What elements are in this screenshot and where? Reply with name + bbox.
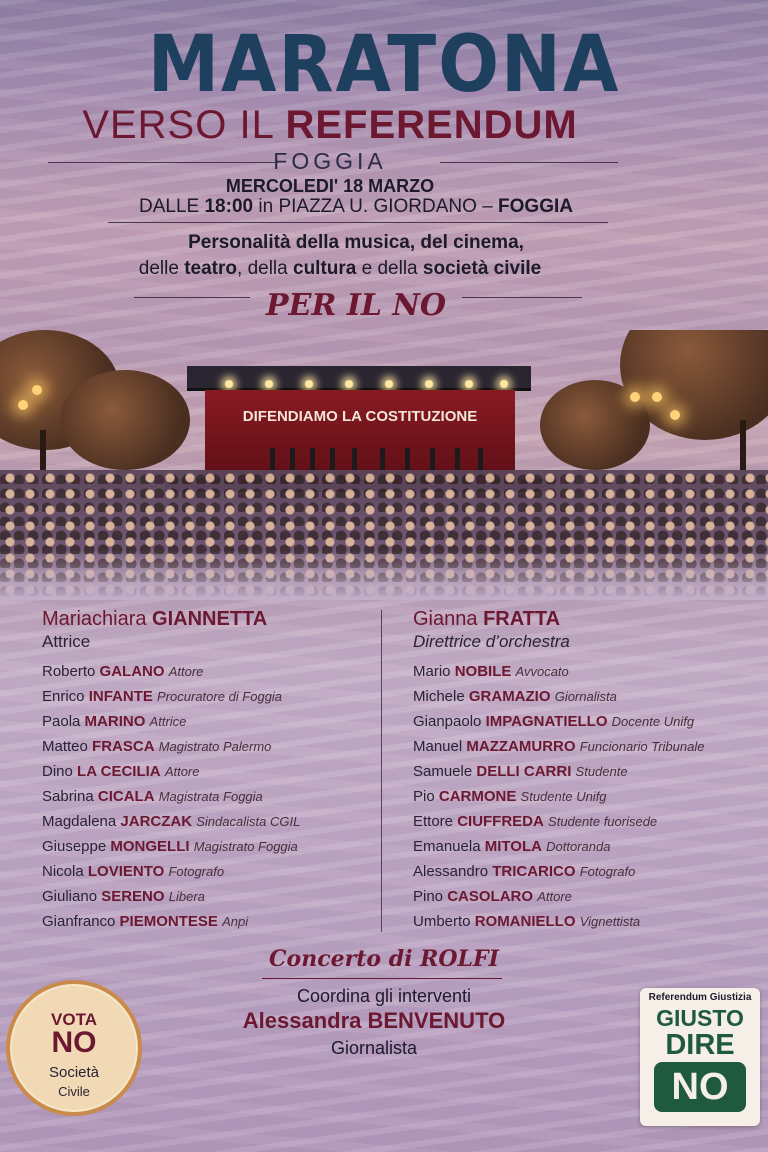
- person-last-name: ROMANIELLO: [474, 913, 576, 930]
- person-last-name: MAZZAMURRO: [466, 738, 576, 755]
- person-role: Docente Unifg: [611, 714, 695, 729]
- person-first-name: Sabrina: [42, 788, 98, 805]
- person-row: [413, 759, 753, 784]
- vota-no-badge: [6, 980, 142, 1116]
- right-people-list: [413, 659, 753, 934]
- person-role: Attore: [168, 664, 204, 679]
- text-fragment: musica: [344, 232, 410, 253]
- person-role: Studente: [575, 764, 628, 779]
- badge-societa: Società: [48, 1064, 100, 1081]
- person-last-name: LOVIENTO: [87, 863, 165, 880]
- person-last-name: IMPAGNATIELLO: [485, 713, 608, 730]
- person-role: Fotografo: [168, 864, 225, 879]
- person-first-name: Pino: [413, 888, 448, 905]
- person-row: [413, 884, 753, 909]
- person-last-name: MONGELLI: [110, 838, 190, 855]
- person-row: [413, 859, 753, 884]
- person-role: Dottoranda: [546, 839, 611, 854]
- time-prefix: DALLE: [139, 196, 205, 217]
- badge-civile: Civile: [58, 1084, 90, 1099]
- event-date: MERCOLEDI' 18 MARZO: [225, 176, 435, 196]
- coordinator-role: Giornalista: [330, 1038, 418, 1058]
- person-role: Avvocato: [515, 664, 569, 679]
- person-role: Studente fuorisede: [548, 814, 658, 829]
- person-role: Giornalista: [554, 689, 617, 704]
- logo-no-box: [654, 1062, 746, 1112]
- person-role: Sindacalista CGIL: [196, 814, 301, 829]
- tree-trunk: [40, 430, 46, 470]
- person-last-name: TRICARICO: [492, 863, 576, 880]
- subtitle-light: VERSO IL: [82, 103, 286, 147]
- person-row: [42, 909, 372, 934]
- person-last-name: JARCZAK: [120, 813, 193, 830]
- person-role: Attore: [537, 889, 572, 904]
- text-fragment: ,: [518, 232, 524, 253]
- person-first-name: Giuliano: [42, 888, 102, 905]
- divider-line: [108, 222, 608, 223]
- last-name: GIANNETTA: [152, 608, 268, 630]
- person-first-name: Giuseppe: [42, 838, 111, 855]
- person-role: Libera: [168, 889, 205, 904]
- stage-light: [465, 380, 473, 388]
- person-row: [42, 684, 372, 709]
- first-name: Gianna: [413, 608, 484, 630]
- last-name: FRATTA: [483, 608, 561, 630]
- text-fragment: , del: [409, 232, 454, 253]
- person-role: Attrice: [149, 714, 187, 729]
- stage-light: [500, 380, 508, 388]
- street-lamp: [670, 410, 680, 420]
- person-row: [413, 734, 753, 759]
- person-first-name: Roberto: [42, 663, 100, 680]
- time-mid: in PIAZZA U. GIORDANO –: [253, 196, 499, 217]
- stage-light: [425, 380, 433, 388]
- text-fragment: Personalità della: [188, 232, 345, 253]
- person-first-name: Mario: [413, 663, 455, 680]
- person-first-name: Alessandro: [413, 863, 493, 880]
- person-first-name: Gianfranco: [42, 913, 120, 930]
- logo-ref: Referendum Giustizia: [648, 992, 752, 1003]
- person-first-name: Enrico: [42, 688, 89, 705]
- person-last-name: NOBILE: [454, 663, 512, 680]
- stage-light: [225, 380, 233, 388]
- person-row: [413, 659, 753, 684]
- stage-light: [385, 380, 393, 388]
- poster-subtitle: [0, 102, 660, 148]
- person-last-name: CASOLARO: [447, 888, 534, 905]
- street-lamp: [18, 400, 28, 410]
- person-row: [42, 809, 372, 834]
- person-role: Attore: [164, 764, 200, 779]
- person-last-name: SERENO: [101, 888, 165, 905]
- person-first-name: Manuel: [413, 738, 467, 755]
- coordinator-name: Alessandra BENVENUTO: [242, 1008, 506, 1033]
- person-first-name: Samuele: [413, 763, 477, 780]
- event-time-place: [0, 196, 712, 218]
- logo-no: NO: [671, 1066, 729, 1108]
- concert-scene: [0, 330, 768, 600]
- tree: [60, 370, 190, 470]
- person-row: [413, 684, 753, 709]
- right-head-role: Direttrice d’orchestra: [413, 632, 570, 651]
- person-role: Anpi: [222, 914, 249, 929]
- personalities-line-2: delle teatro, della cultura e della società civile: [138, 258, 542, 279]
- subtitle-bold: REFERENDUM: [285, 103, 578, 147]
- concert-underline: [262, 978, 502, 979]
- badge-vota: VOTA: [51, 1010, 97, 1029]
- first-name: Mariachiara: [42, 608, 153, 630]
- right-column: [413, 607, 753, 934]
- person-last-name: FRASCA: [92, 738, 155, 755]
- stage-roof: [187, 366, 531, 391]
- person-role: Studente Unifg: [520, 789, 607, 804]
- logo-giusto: GIUSTO: [656, 1005, 744, 1031]
- text-fragment: società civile: [422, 258, 542, 279]
- stage-backdrop: [205, 390, 515, 480]
- tree-trunk: [740, 420, 746, 470]
- person-role: Magistrato Foggia: [193, 839, 298, 854]
- person-row: [42, 859, 372, 884]
- person-first-name: Paola: [42, 713, 85, 730]
- person-first-name: Michele: [413, 688, 469, 705]
- person-last-name: CICALA: [97, 788, 155, 805]
- person-role: Procuratore di Foggia: [157, 689, 283, 704]
- slogan: PER IL NO: [266, 288, 446, 323]
- person-row: [42, 659, 372, 684]
- concert-title: Concerto di ROLFI: [269, 946, 499, 972]
- left-head-role: Attrice: [42, 632, 91, 651]
- person-first-name: Matteo: [42, 738, 93, 755]
- person-first-name: Emanuela: [413, 838, 485, 855]
- text-fragment: teatro: [184, 258, 238, 279]
- person-row: [413, 809, 753, 834]
- text-fragment: dell: [138, 258, 169, 279]
- personalities-line-1: [0, 232, 712, 254]
- person-last-name: PIEMONTESE: [119, 913, 218, 930]
- text-fragment: cinema: [453, 232, 519, 253]
- stage-light: [345, 380, 353, 388]
- city: FOGGIA: [273, 148, 387, 174]
- person-last-name: DELLI CARRI: [476, 763, 572, 780]
- street-lamp: [32, 385, 42, 395]
- badge-no: NO: [51, 1026, 97, 1059]
- time: 18:00: [204, 196, 254, 217]
- poster-title: MARATONA: [147, 20, 621, 110]
- person-first-name: Nicola: [42, 863, 88, 880]
- person-row: [413, 709, 753, 734]
- stage-light: [305, 380, 313, 388]
- stage-light: [265, 380, 273, 388]
- street-lamp: [652, 392, 662, 402]
- person-last-name: GRAMAZIO: [468, 688, 551, 705]
- person-last-name: INFANTE: [88, 688, 153, 705]
- person-last-name: MARINO: [84, 713, 146, 730]
- right-head-name: [413, 607, 753, 631]
- person-first-name: Gianpaolo: [413, 713, 486, 730]
- person-last-name: MITOLA: [484, 838, 542, 855]
- left-head-name: [42, 607, 372, 631]
- person-row: [42, 784, 372, 809]
- person-first-name: Magdalena: [42, 813, 121, 830]
- column-divider: [381, 610, 382, 932]
- person-row: [413, 909, 753, 934]
- person-role: Magistrato Palermo: [158, 739, 272, 754]
- person-last-name: CARMONE: [438, 788, 517, 805]
- person-first-name: Umberto: [413, 913, 475, 930]
- person-row: [42, 709, 372, 734]
- person-row: [42, 759, 372, 784]
- person-role: Fotografo: [579, 864, 636, 879]
- coordinator-label: Coordina gli interventi: [296, 986, 472, 1006]
- person-last-name: CIUFFREDA: [457, 813, 544, 830]
- person-role: Vignettista: [579, 914, 641, 929]
- time-city: FOGGIA: [498, 196, 573, 217]
- left-people-list: [42, 659, 372, 934]
- person-row: [42, 734, 372, 759]
- person-last-name: LA CECILIA: [77, 763, 161, 780]
- person-first-name: Dino: [42, 763, 78, 780]
- left-column: [42, 607, 372, 934]
- giusto-dire-no-logo: [640, 988, 760, 1126]
- person-role: Magistrata Foggia: [158, 789, 263, 804]
- person-row: [42, 834, 372, 859]
- person-last-name: GALANO: [99, 663, 165, 680]
- crowd-fade: [0, 550, 768, 600]
- person-row: [413, 784, 753, 809]
- person-first-name: Ettore: [413, 813, 458, 830]
- stage-banner: DIFENDIAMO LA COSTITUZIONE: [242, 408, 478, 425]
- street-lamp: [630, 392, 640, 402]
- person-row: [42, 884, 372, 909]
- text-fragment: cultura: [293, 258, 357, 279]
- person-role: Funcionario Tribunale: [579, 739, 705, 754]
- person-first-name: Pio: [413, 788, 439, 805]
- logo-dire: DIRE: [665, 1029, 735, 1061]
- person-row: [413, 834, 753, 859]
